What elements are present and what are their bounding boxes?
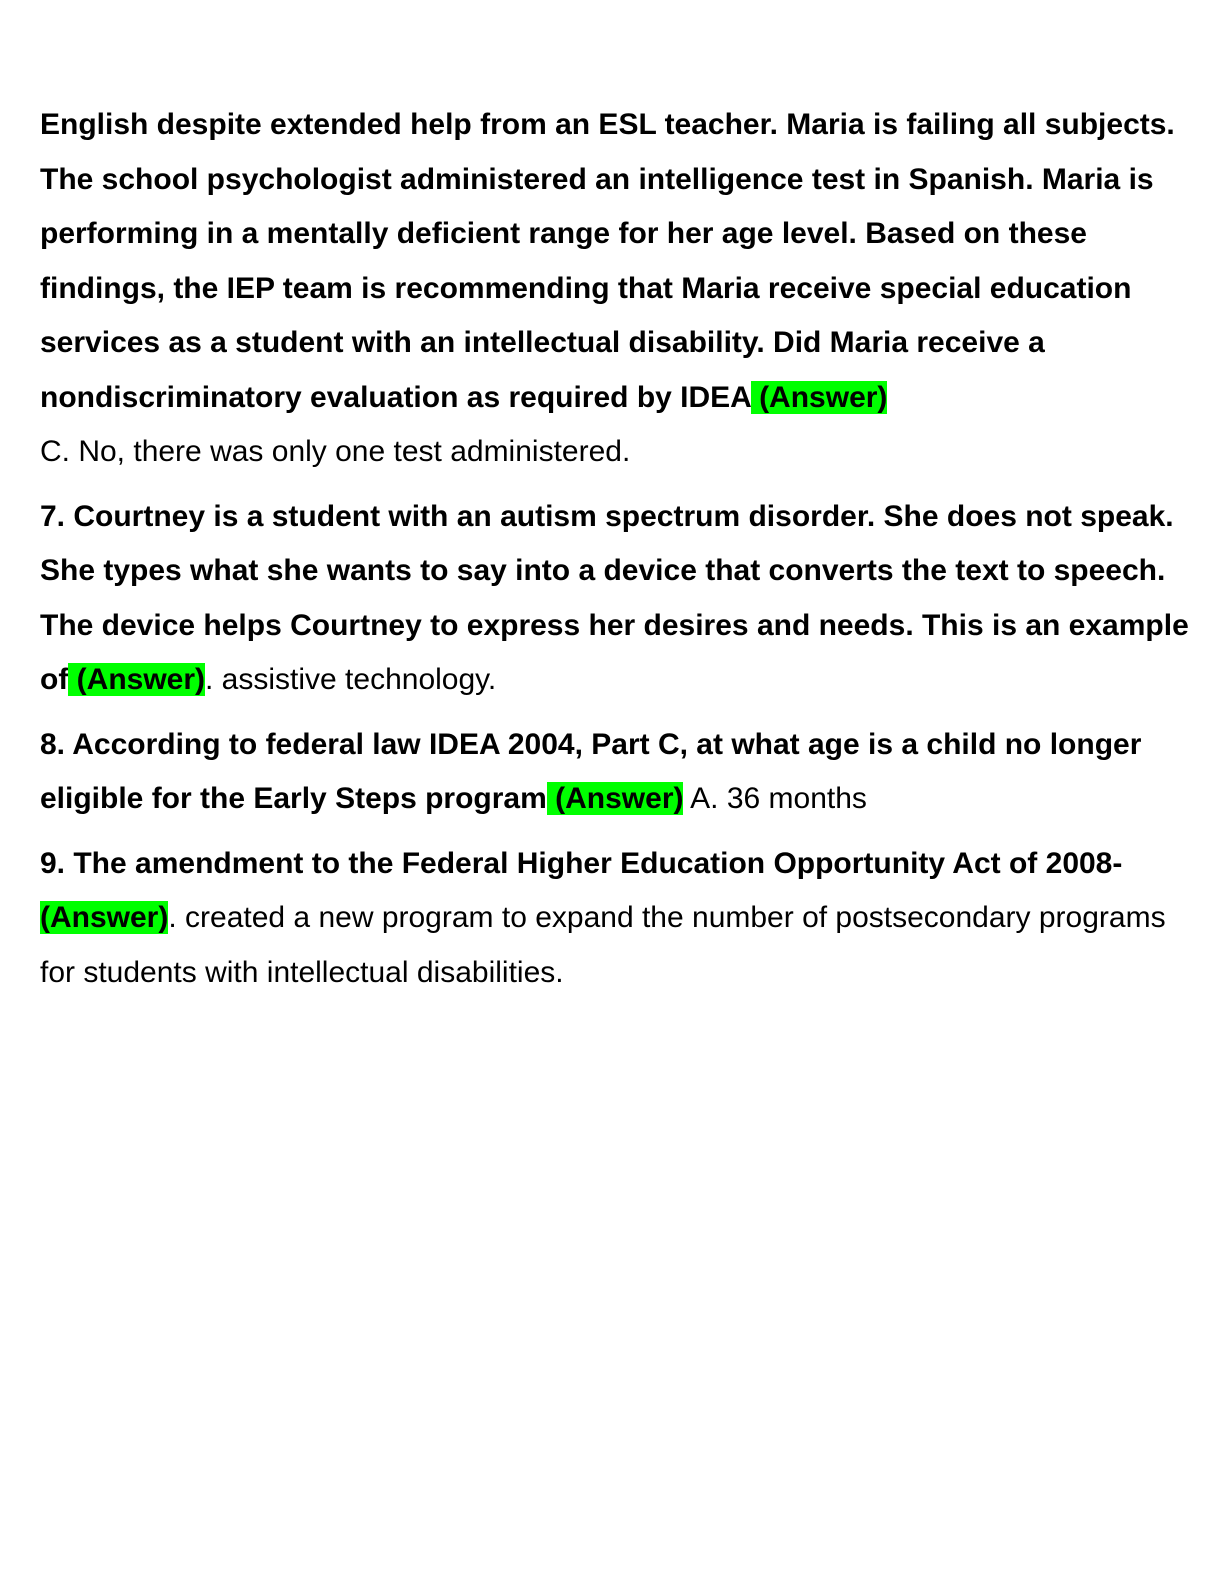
answer-text: C. No, there was only one test administered. [40, 435, 631, 468]
question-text: 8. According to federal law IDEA 2004, Part C, at what age is a child no longer eligible for the Early Steps program [40, 727, 1142, 815]
question-8 [40, 718, 1190, 827]
question-9 [40, 837, 1190, 1001]
question-6-continued [40, 98, 1190, 480]
question-7 [40, 490, 1190, 708]
question-text: 7. Courtney is a student with an autism spectrum disorder. She does not speak. She types what she wants to say into a device that converts the text to speech. The device helps Courtney to express her desires and needs. This is an example of [40, 499, 1189, 696]
answer-tag: (Answer) [68, 663, 206, 696]
answer-tag: (Answer) [750, 380, 888, 414]
answer-text: . assistive technology. [205, 663, 497, 696]
answer-tag: (Answer) [546, 782, 684, 815]
answer-text: A. 36 months [683, 782, 867, 815]
question-text: English despite extended help from an ESL teacher. Maria is failing all subjects. The school psychologist administered an intelligence test in Spanish. Maria is performing in a mentally deficient range for her age level. Based on these findings, the IEP team is recommending that Maria receive special education services as a student with an intellectual disability. Did Maria receive a nondiscriminatory evaluation as required by IDEA [40, 108, 1175, 414]
question-text: 9. The amendment to the Federal Higher Education Opportunity Act of 2008- [40, 846, 1123, 880]
answer-tag: (Answer) [40, 901, 169, 934]
answer-text: . created a new program to expand the number of postsecondary programs for students with intellectual disabilities. [40, 901, 1166, 989]
document-page [40, 98, 1190, 1010]
